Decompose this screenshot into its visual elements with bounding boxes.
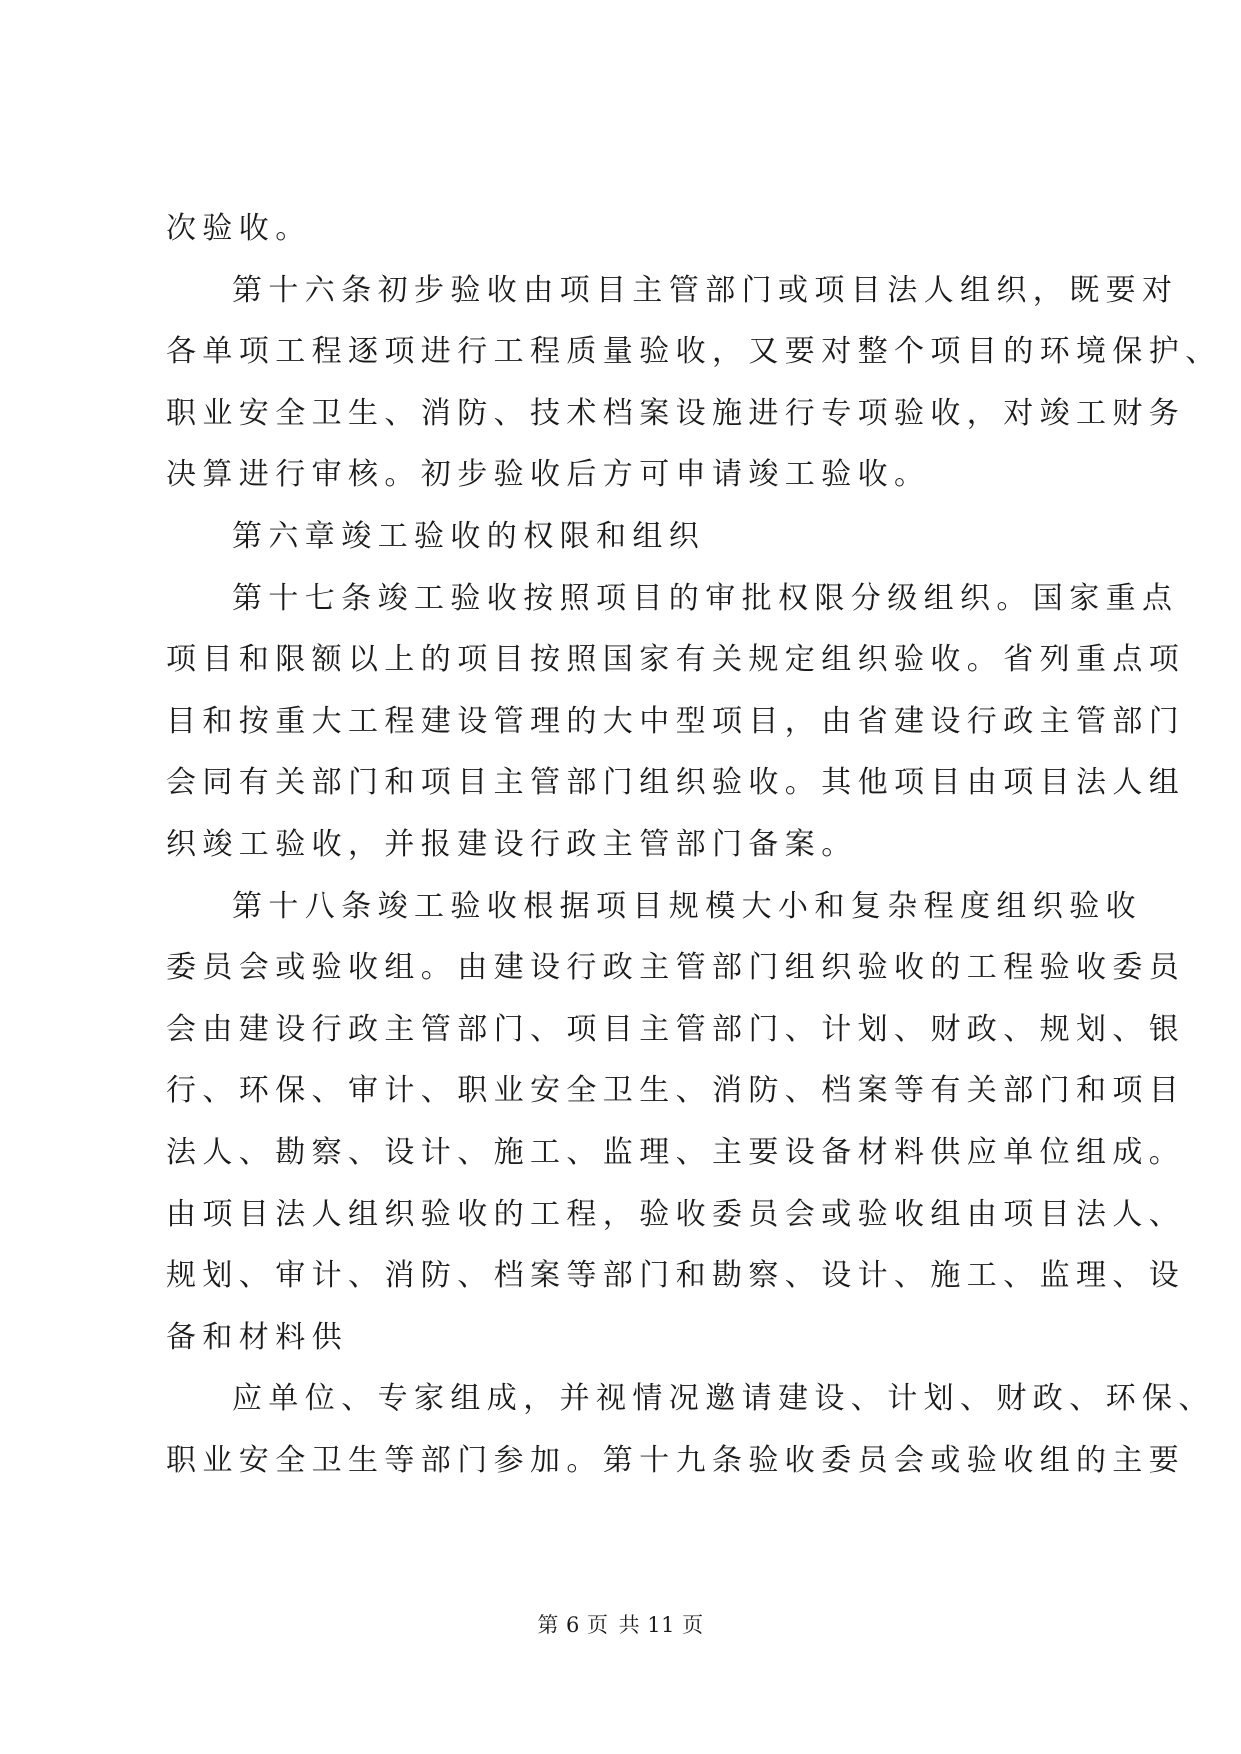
text-line: 行、环保、审计、职业安全卫生、消防、档案等有关部门和项目 [166,1073,1186,1109]
text-line: 会由建设行政主管部门、项目主管部门、计划、财政、规划、银 [166,1011,1186,1047]
text-line: 第十八条竣工验收根据项目规模大小和复杂程度组织验收 [232,888,1142,924]
text-line: 第十七条竣工验收按照项目的审批权限分级组织。国家重点 [232,580,1179,616]
page-number: 第 6 页 [537,1613,609,1637]
text-line: 备和材料供 [166,1319,348,1355]
text-line: 第六章竣工验收的权限和组织 [232,518,706,554]
text-line: 法人、勘察、设计、施工、监理、主要设备材料供应单位组成。 [166,1134,1186,1170]
text-line: 规划、审计、消防、档案等部门和勘察、设计、施工、监理、设 [166,1258,1186,1294]
text-line: 第十六条初步验收由项目主管部门或项目法人组织，既要对 [232,272,1179,308]
text-line: 应单位、专家组成，并视情况邀请建设、计划、财政、环保、 [232,1381,1215,1417]
text-line: 由项目法人组织验收的工程，验收委员会或验收组由项目法人、 [166,1196,1186,1232]
text-line: 目和按重大工程建设管理的大中型项目，由省建设行政主管部门 [166,703,1186,739]
page-total: 共 11 页 [618,1613,704,1637]
text-line: 职业安全卫生、消防、技术档案设施进行专项验收，对竣工财务 [166,395,1186,431]
page-footer [0,1610,1241,1640]
text-line: 职业安全卫生等部门参加。第十九条验收委员会或验收组的主要 [166,1442,1186,1478]
text-line: 会同有关部门和项目主管部门组织验收。其他项目由项目法人组 [166,765,1186,801]
text-line: 项目和限额以上的项目按照国家有关规定组织验收。省列重点项 [166,642,1186,678]
text-line: 各单项工程逐项进行工程质量验收，又要对整个项目的环境保护、 [166,334,1222,370]
text-line: 委员会或验收组。由建设行政主管部门组织验收的工程验收委员 [166,950,1186,986]
document-body [166,198,1222,1491]
text-line: 次验收。 [166,211,312,246]
text-line: 织竣工验收，并报建设行政主管部门备案。 [166,826,858,862]
text-line: 决算进行审核。初步验收后方可申请竣工验收。 [166,457,931,493]
